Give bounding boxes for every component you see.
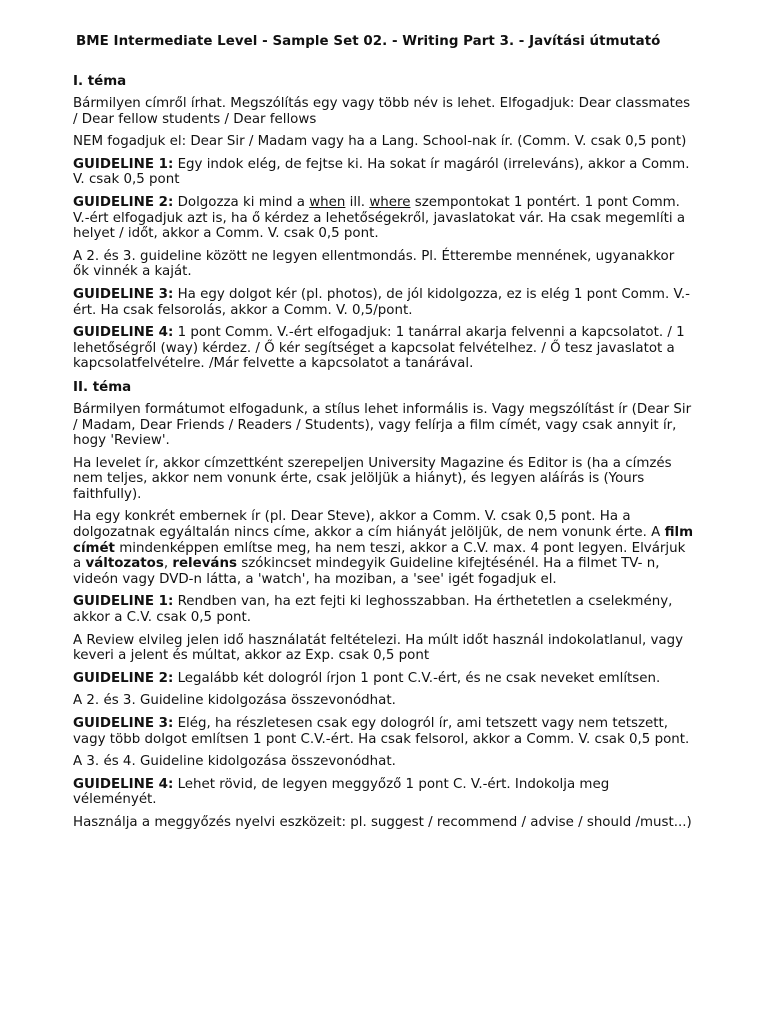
guideline-label: GUIDELINE 1:: [73, 594, 174, 610]
guideline-3: [73, 287, 694, 318]
paragraph: NEM fogadjuk el: Dear Sir / Madam vagy ha a Lang. School-nak ír. (Comm. V. csak 0,5 pont): [73, 134, 687, 150]
guideline-1: [73, 594, 694, 625]
guideline-label: GUIDELINE 3:: [73, 286, 174, 302]
guideline-text: ill.: [345, 194, 370, 210]
guideline-4: [73, 325, 694, 372]
section-heading-1: I. téma: [73, 74, 127, 89]
document-title: BME Intermediate Level - Sample Set 02. - Writing Part 3. - Javítási útmutató: [76, 34, 661, 49]
guideline-label: GUIDELINE 1:: [73, 156, 174, 172]
guideline-4: [73, 777, 694, 808]
guideline-text: Elég, ha részletesen csak egy dologról ír, ami tetszett vagy nem tetszett, vagy több dolgot említsen 1 pont C.V.-ért. Ha csak felsorol, akkor a Comm. V. csak 0,5 pont.: [73, 716, 690, 747]
guideline-text: Lehet rövid, de legyen meggyőző 1 pont C. V.-ért. Indokolja meg véleményét.: [73, 776, 610, 808]
guideline-2: [73, 195, 694, 242]
guideline-text: Rendben van, ha ezt fejti ki leghosszabban. Ha érthetetlen a cselekmény, akkor a C.V. csak 0,5 pont.: [73, 594, 673, 626]
paragraph: Bármilyen címről írhat. Megszólítás egy vagy több név is lehet. Elfogadjuk: Dear classmates / Dear fellow students / Dear fellows: [73, 96, 691, 127]
paragraph-text: ,: [163, 556, 173, 572]
guideline-3: [73, 716, 694, 747]
guideline-label: GUIDELINE 4:: [73, 325, 174, 341]
guideline-text: Ha egy dolgot kér (pl. photos), de jól kidolgozza, ez is elég 1 pont Comm. V.-ért. Ha csak felsorolás, akkor a Comm. V. 0,5/pont.: [73, 286, 691, 318]
section-topic-2: [73, 379, 694, 831]
paragraph-text: Ha egy konkrét embernek ír (pl. Dear Steve), akkor a Comm. V. csak 0,5 pont. Ha a dolgozatnak egyáltalán nincs címe, akkor a cím hiányát jelöljük, de nem vonunk érte. A: [73, 509, 665, 541]
guideline-text: szempontokat 1 pontért. 1 pont Comm. V.-ért elfogadjuk azt is, ha ő kérdez a lehetőségekről, javaslatokat vár. Ha csak megemlíti a helyet / időt, akkor a Comm. V. csak 0,5 pont.: [73, 194, 686, 242]
guideline-label: GUIDELINE 4:: [73, 776, 174, 792]
paragraph: Ha levelet ír, akkor címzettként szerepeljen University Magazine és Editor is (ha a címzés nem teljes, akkor nem vonunk érte, csak jelöljük a hiányt), és legyen aláírás is (Yours faithfully).: [73, 455, 672, 502]
bold-phrase: releváns: [172, 556, 237, 572]
bold-phrase: változatos: [85, 556, 164, 572]
paragraph: A Review elvileg jelen idő használatát feltételezi. Ha múlt időt használ indokolatlanul, vagy keveri a jelent és múltat, akkor az Exp. csak 0,5 pont: [73, 632, 684, 664]
guideline-label: GUIDELINE 2:: [73, 194, 174, 210]
guideline-text: Dolgozza ki mind a: [173, 194, 310, 210]
paragraph: A 2. és 3. guideline között ne legyen ellentmondás. Pl. Étterembe mennének, ugyanakkor ők vinnék a kaját.: [73, 248, 675, 280]
guideline-2: [73, 671, 694, 687]
paragraph-text: mindenképpen említse meg, ha nem teszi, akkor a C.V. max. 4 pont legyen. Elvárjuk a: [73, 540, 686, 572]
guideline-text: 1 pont Comm. V.-ért elfogadjuk: 1 tanárral akarja felvenni a kapcsolatot. / 1 lehetőségről (way) kérdez. / Ő kér segítséget a kapcsolat felvételhez. / Ő tesz javaslatot a kapcsolatfelvételre. /Már felvette a kapcsolatot a tanárával.: [73, 325, 685, 372]
section-heading-2: II. téma: [73, 379, 132, 395]
paragraph: Bármilyen formátumot elfogadunk, a stílus lehet informális is. Vagy megszólítást ír (Dear Sir / Madam, Dear Friends / Readers / Students), vagy felírja a film címét, vagy csak annyit ír, hogy 'Review'.: [73, 401, 692, 449]
paragraph-text: szókincset mindegyik Guideline kifejtésénél. Ha a filmet TV- n, videón vagy DVD-n látta, a 'watch', ha moziban, a 'see' igét fogadjuk el.: [73, 556, 660, 587]
section-topic-1: [73, 73, 694, 372]
paragraph: A 3. és 4. Guideline kidolgozása összevonódhat.: [73, 754, 396, 770]
guideline-text: Egy indok elég, de fejtse ki. Ha sokat ír magáról (irreleváns), akkor a Comm. V. csak 0,5 pont: [73, 156, 690, 188]
paragraph: A 2. és 3. Guideline kidolgozása összevonódhat.: [73, 693, 396, 709]
guideline-label: GUIDELINE 2:: [73, 670, 174, 686]
bold-phrase: film címét: [73, 525, 694, 556]
guideline-text: Legalább két dologról írjon 1 pont C.V.-ért, és ne csak neveket említsen.: [173, 670, 661, 686]
guideline-1: [73, 157, 694, 188]
paragraph: Használja a meggyőzés nyelvi eszközeit: pl. suggest / recommend / advise / should /must...): [73, 814, 692, 830]
underlined-word-where: where: [369, 194, 411, 210]
underlined-word-when: when: [309, 194, 346, 210]
guideline-label: GUIDELINE 3:: [73, 716, 174, 731]
paragraph: [73, 509, 694, 587]
